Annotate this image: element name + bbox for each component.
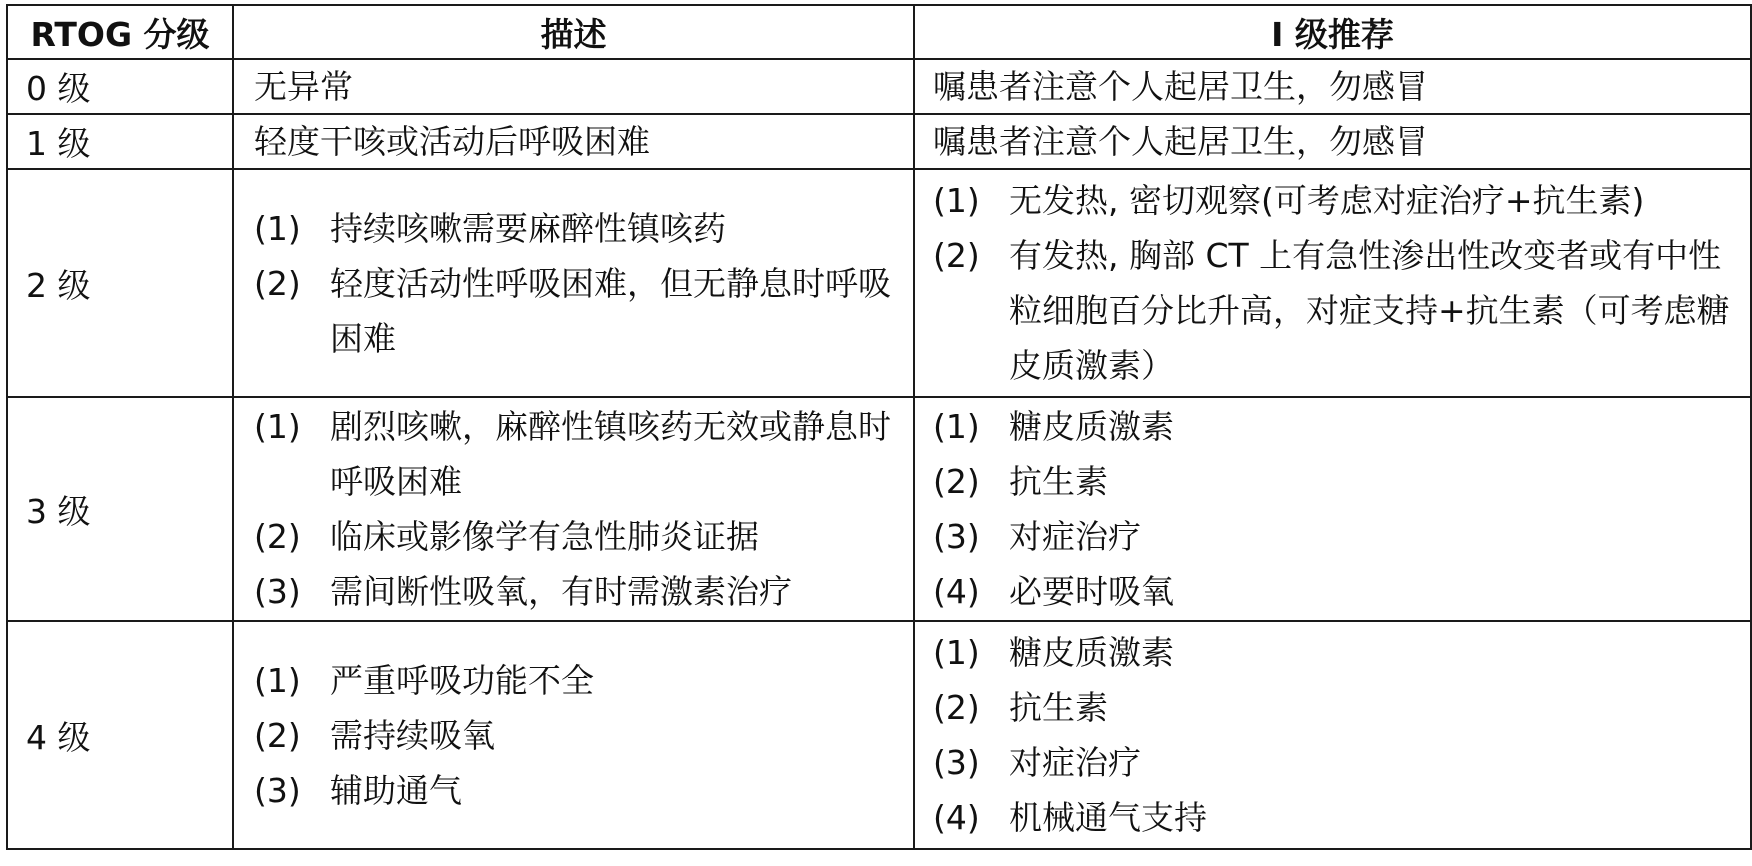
description-text: 无异常	[254, 67, 353, 106]
description-cell	[233, 397, 914, 621]
list-item	[933, 399, 1736, 454]
item-text: 必要时吸氧	[1009, 572, 1174, 611]
item-number: (3)	[933, 743, 980, 782]
item-text: 辅助通气	[330, 770, 462, 810]
description-cell	[233, 169, 914, 397]
item-text: 糖皮质激素	[1009, 407, 1174, 446]
item-text: 需持续吸氧	[330, 715, 495, 755]
item-text: 抗生素	[1009, 688, 1108, 727]
header-description: 描述	[233, 5, 914, 59]
grade-cell: 3 级	[7, 397, 233, 621]
recommendation-cell	[914, 59, 1751, 114]
item-text: 持续咳嗽需要麻醉性镇咳药	[330, 208, 726, 248]
list-item	[254, 509, 899, 564]
item-number: (1)	[933, 181, 980, 220]
item-number: (1)	[254, 407, 301, 446]
table-row	[7, 114, 1751, 169]
item-number: (2)	[933, 462, 980, 501]
recommendation-text: 嘱患者注意个人起居卫生，勿感冒	[933, 122, 1428, 161]
item-text: 对症治疗	[1009, 743, 1141, 782]
item-number: (2)	[254, 715, 301, 755]
list-item	[933, 454, 1736, 509]
item-text: 临床或影像学有急性肺炎证据	[330, 517, 759, 556]
item-number: (3)	[933, 517, 980, 556]
grade-cell: 2 级	[7, 169, 233, 397]
item-text: 有发热, 胸部 CT 上有急性渗出性改变者或有中性粒细胞百分比升高，对症支持+抗生素（可考虑糖皮质激素）	[1009, 236, 1730, 385]
item-number: (1)	[254, 660, 301, 700]
recommendation-text: 嘱患者注意个人起居卫生，勿感冒	[933, 67, 1428, 106]
item-number: (3)	[254, 572, 301, 611]
header-row	[7, 5, 1751, 59]
table-row	[7, 169, 1751, 397]
list-item	[254, 399, 899, 509]
item-number: (4)	[933, 798, 980, 837]
item-text: 对症治疗	[1009, 517, 1141, 556]
list-item	[933, 790, 1736, 845]
item-number: (1)	[933, 633, 980, 672]
list-item	[254, 256, 899, 366]
list-item	[254, 564, 899, 619]
list-item	[254, 763, 899, 818]
list-item	[933, 228, 1736, 393]
header-grade: RTOG 分级	[7, 5, 233, 59]
rtog-grading-table	[6, 4, 1752, 850]
item-number: (2)	[254, 517, 301, 556]
header-recommendation: I 级推荐	[914, 5, 1751, 59]
table-row	[7, 59, 1751, 114]
item-number: (1)	[254, 208, 301, 248]
grade-cell: 0 级	[7, 59, 233, 114]
table-row	[7, 397, 1751, 621]
item-number: (4)	[933, 572, 980, 611]
item-text: 糖皮质激素	[1009, 633, 1174, 672]
item-number: (3)	[254, 770, 301, 810]
list-item	[933, 735, 1736, 790]
list-item	[254, 653, 899, 708]
description-cell	[233, 114, 914, 169]
item-number: (2)	[933, 236, 980, 275]
item-number: (1)	[933, 407, 980, 446]
recommendation-cell	[914, 621, 1751, 849]
list-item	[933, 625, 1736, 680]
list-item	[933, 173, 1736, 228]
item-text: 无发热, 密切观察(可考虑对症治疗+抗生素)	[1009, 181, 1645, 220]
description-cell	[233, 59, 914, 114]
table-row	[7, 621, 1751, 849]
recommendation-cell	[914, 114, 1751, 169]
list-item	[933, 509, 1736, 564]
item-number: (2)	[933, 688, 980, 727]
list-item	[254, 201, 899, 256]
grade-cell: 4 级	[7, 621, 233, 849]
item-text: 严重呼吸功能不全	[330, 660, 594, 700]
item-text: 抗生素	[1009, 462, 1108, 501]
recommendation-cell	[914, 397, 1751, 621]
item-text: 需间断性吸氧，有时需激素治疗	[330, 572, 792, 611]
item-number: (2)	[254, 263, 301, 303]
description-text: 轻度干咳或活动后呼吸困难	[254, 122, 650, 161]
item-text: 机械通气支持	[1009, 798, 1207, 837]
description-cell	[233, 621, 914, 849]
item-text: 剧烈咳嗽，麻醉性镇咳药无效或静息时呼吸困难	[330, 407, 891, 501]
recommendation-cell	[914, 169, 1751, 397]
list-item	[254, 708, 899, 763]
table-container	[6, 4, 1750, 850]
item-text: 轻度活动性呼吸困难，但无静息时呼吸困难	[330, 263, 891, 358]
list-item	[933, 564, 1736, 619]
grade-cell: 1 级	[7, 114, 233, 169]
list-item	[933, 680, 1736, 735]
